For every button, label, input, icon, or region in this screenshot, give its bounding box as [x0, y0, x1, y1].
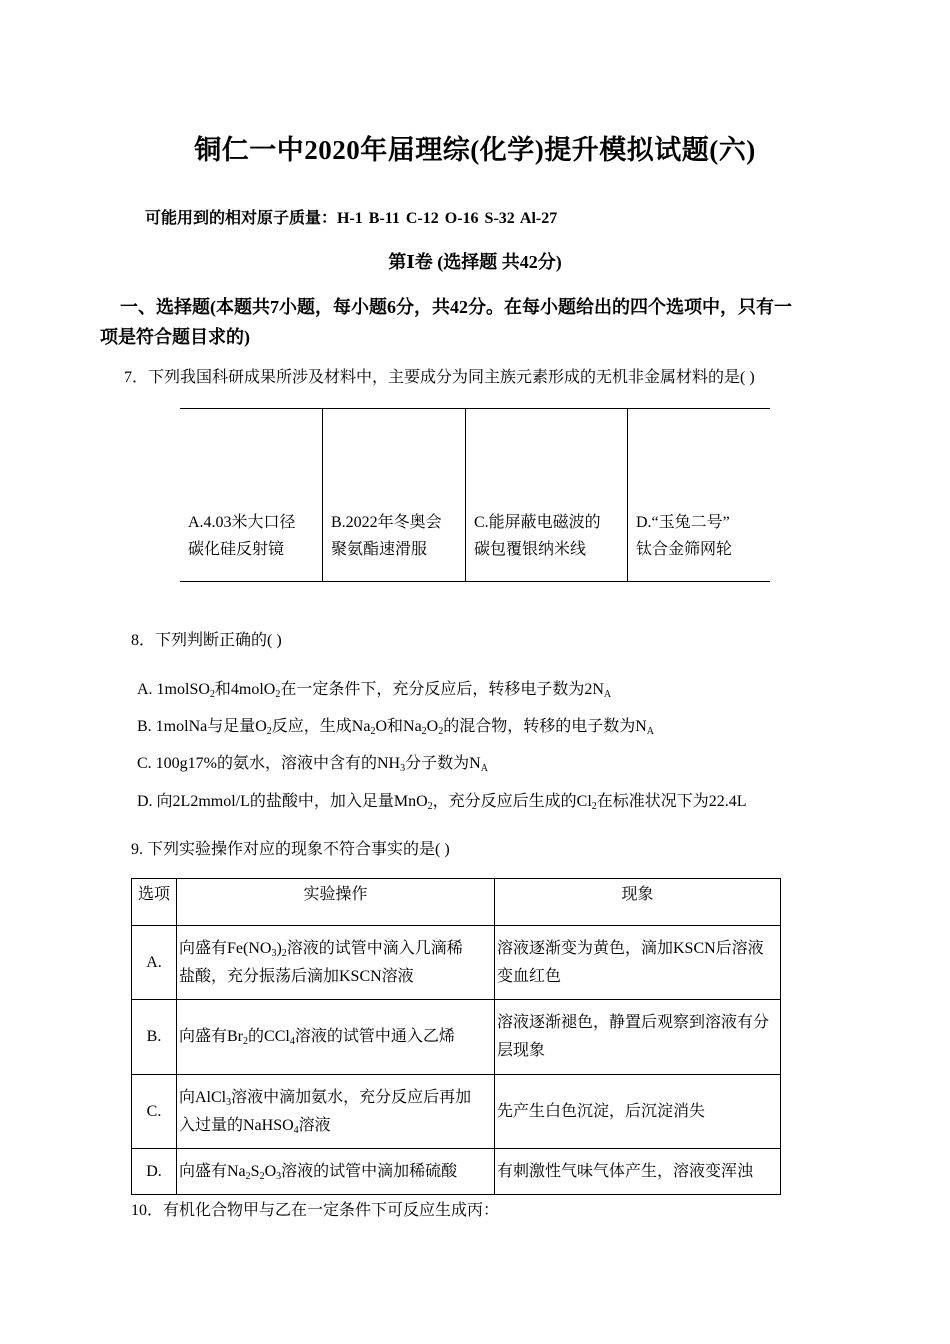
table-header-row	[132, 879, 781, 926]
row-operation: 向AlCl$_3$溶液中滴加氨水，充分反应后再加 入过量的NaHSO$_4$溶液	[177, 1075, 495, 1149]
section-heading-line1: 一、选择题(本题共7小题，每小题6分，共42分。在每小题给出的四个选项中，只有一	[120, 297, 792, 317]
row-option: A.	[132, 926, 177, 1000]
row-phenomenon: 溶液逐渐褪色，静置后观察到溶液有分 层现象	[495, 1000, 781, 1075]
question-10-stem: 10．有机化合物甲与乙在一定条件下可反应生成丙：	[131, 1202, 500, 1219]
option-c-caption: C.能屏蔽电磁波的 碳包覆银纳米线	[474, 514, 601, 558]
row-phenomenon: 先产生白色沉淀，后沉淀消失	[495, 1075, 781, 1149]
option-d-caption: D.“玉兔二号” 钛合金筛网轮	[636, 514, 733, 558]
table-row	[132, 926, 781, 1000]
question-8-stem: 8．下列判断正确的( )	[131, 632, 282, 649]
page-title: 铜仁一中2020年届理综(化学)提升模拟试题(六)	[194, 135, 756, 165]
header-phenomenon: 现象	[495, 879, 781, 926]
question-8-option-a: A. 1molSO$_2$和4molO$_2$在一定条件下，充分反应后，转移电子数为$2N_A$	[137, 681, 612, 700]
table-row	[132, 1075, 781, 1149]
row-operation: 向盛有$Fe(NO_3)_2$溶液的试管中滴入几滴稀 盐酸，充分振荡后滴加KSCN溶液	[177, 926, 495, 1000]
experiment-table	[131, 878, 781, 1195]
volume-title: 第Ⅰ卷 (选择题 共42分)	[388, 252, 562, 272]
row-option: C.	[132, 1075, 177, 1149]
question-8-option-c: C. 100g17%的氨水，溶液中含有的$NH_3$分子数为$N_A$	[137, 755, 488, 774]
row-operation: 向盛有$Na_2S_2O_3$溶液的试管中滴加稀硫酸	[177, 1149, 495, 1195]
atomic-masses: 可能用到的相对原子质量：H-1 B-11 C-12 O-16 S-32 Al-27	[145, 210, 558, 227]
section-heading	[100, 292, 792, 352]
option-a-caption: A.4.03米大口径 碳化硅反射镜	[188, 514, 296, 558]
question-8-option-b: B. 1molNa与足量$O_2$反应，生成$Na_2O$和$Na_2O_2$的混合物，转移的电子数为$N_A$	[137, 718, 655, 737]
option-a-cell	[180, 409, 323, 581]
section-heading-line2: 项是符合题目求的)	[100, 327, 250, 347]
row-phenomenon: 溶液逐渐变为黄色，滴加KSCN后溶液 变血红色	[495, 926, 781, 1000]
option-d-cell	[628, 409, 770, 581]
question-7-stem: 7．下列我国科研成果所涉及材料中，主要成分为同主族元素形成的无机非金属材料的是( )	[124, 369, 755, 386]
option-b-cell	[323, 409, 466, 581]
header-operation: 实验操作	[177, 879, 495, 926]
question-8-option-d: D. 向2L2mmol/L的盐酸中，加入足量MnO$_2$，充分反应后生成的$Cl_2$在标准状况下为22.4L	[137, 793, 747, 812]
header-option: 选项	[132, 879, 177, 926]
table-row	[132, 1000, 781, 1075]
option-c-cell	[466, 409, 628, 581]
row-option: D.	[132, 1149, 177, 1195]
row-option: B.	[132, 1000, 177, 1075]
option-b-caption: B.2022年冬奥会 聚氨酯速滑服	[331, 514, 442, 558]
question-9-stem: 9. 下列实验操作对应的现象不符合事实的是( )	[131, 841, 450, 858]
row-phenomenon: 有刺激性气味气体产生，溶液变浑浊	[495, 1149, 781, 1195]
row-operation: 向盛有$Br_2$的CCl$_4$溶液的试管中通入乙烯	[177, 1000, 495, 1075]
question-7-image-table	[180, 408, 770, 582]
table-row	[132, 1149, 781, 1195]
